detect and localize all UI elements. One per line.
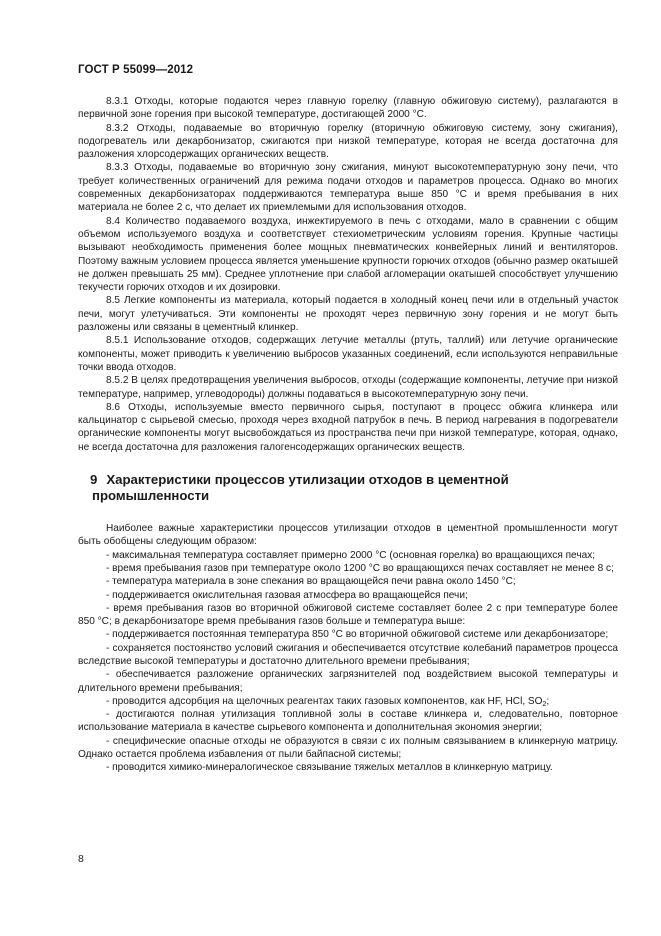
list-item: - время пребывания газов при температуре около 1200 °С во вращающихся печах составляет не менее 8 с; [106, 562, 614, 574]
list-item: - температура материала в зоне спекания во вращающейся печи равна около 1450 °С; [106, 576, 516, 588]
characteristics-list [78, 549, 618, 775]
paragraph-8-3-1: 8.3.1 Отходы, которые подаются через главную горелку (главную обжиговую систему), разлагаются в первичной зоне горения при высокой температуре, достигающей 2000 °С. [78, 96, 618, 121]
list-item: - специфические опасные отходы не образуются в связи с их полным связыванием в клинкерную матрицу. Однако остается проблема избавления от пыли байпасной системы; [78, 735, 618, 761]
paragraph-8-3-2: 8.3.2 Отходы, подаваемые во вторичную горелку (вторичную обжиговую систему, зону сжигания), подогреватель или декарбонизатор, сжигаются при низкой температуре, которая не всегда достаточна для разложения хлорсодержащих органических веществ. [78, 122, 618, 161]
document-header: ГОСТ Р 55099—2012 [78, 64, 194, 76]
section-heading [92, 472, 618, 504]
document-body [78, 95, 618, 775]
list-item: - максимальная температура составляет примерно 2000 °С (основная горелка) во вращающихся печах; [106, 549, 596, 561]
list-item: - время пребывания газов во вторичной обжиговой системе составляет более 2 с при температуре более 850 °С; в декарбонизаторе время пребывания газов больше и температура выше: [78, 602, 618, 628]
list-item: - сохраняется постоянство условий сжигания и обеспечивается отсутствие колебаний параметров процесса вследствие высокой температуры и достаточно длительного времени пребывания; [78, 642, 618, 667]
page-number: 8 [78, 853, 84, 865]
list-item: - проводится химико-минералогическое связывание тяжелых металлов в клинкерную матрицу. [106, 762, 553, 774]
list-item: - поддерживается постоянная температура 850 °С во вторичной обжиговой системе или декарбонизаторе; [106, 629, 609, 641]
paragraph-8-6: 8.6 Отходы, используемые вместо первичного сырья, поступают в процесс обжига клинкера или кальцинатор с сырьевой смесью, проходя через входной патрубок в печь. В период нагревания в подогреватели органические компоненты могут высвобождаться из пространства печи при низкой температуре, которая, однако, не всегда достаточна для разложения галогенсодержащих органических веществ. [78, 401, 618, 453]
so2-subscript: 2 [542, 700, 547, 708]
paragraph-8-5-1: 8.5.1 Использование отходов, содержащих летучие металлы (ртуть, таллий) или летучие органические компоненты, может приводить к увеличению выбросов указанных соединений, если используются неправильные точки ввода отходов. [78, 335, 618, 373]
paragraph-8-3-3: 8.3.3 Отходы, подаваемые во вторичную зону сжигания, минуют высокотемпературную зону печи, что требует количественных ограничений для режима подачи отходов и параметров процесса. Однако во многих современных декарбонизаторах поддерживаются температура выше 850 °С и время пребывания в них материала не более 2 с, что делает их приемлемыми для использования отходов. [78, 162, 618, 214]
section-intro: Наиболее важные характеристики процессов утилизации отходов в цементной промышленности могут быть обобщены следующим образом: [78, 523, 618, 548]
list-item: - достигаются полная утилизация топливной золы в составе клинкера и, следовательно, повторное использование материала в качестве сырьевого компонента и дополнительная экономия энергии; [78, 709, 618, 734]
paragraph-8-4: 8.4 Количество подаваемого воздуха, инжектируемого в печь с отходами, мало в сравнении с общим объемом используемого воздуха и соответствует стехиометрическим условиям горения. Крупные частицы вызывают необходимость применения более мощных пневматических конвейерных линий и вентиляторов. Поэтому важным условием процесса является уменьшение крупности горючих отходов (обычно размер окатышей не должен превышать 25 мм). Среднее уплотнение при слабой агломерации окатышей способствует улучшению текучести горючих отходов и их дозировки. [78, 215, 618, 294]
list-item: - обеспечивается разложение органических загрязнителей под воздействием высокой температуры и длительного времени пребывания; [78, 669, 618, 694]
paragraph-8-5-2: 8.5.2 В целях предотвращения увеличения выбросов, отходы (содержащие компоненты, летучие при низкой температуре, например, углеводороды) должны подаваться в высокотемпературную зону печи. [78, 375, 618, 400]
list-item-suffix: ; [546, 695, 550, 707]
paragraph-8-5: 8.5 Легкие компоненты из материала, который подается в холодный конец печи или в отдельный участок печи, могут улетучиваться. Эти компоненты не проходят через первичную зону горения и не могут быть разложены или связаны в цементный клинкер. [78, 295, 618, 334]
list-item-text: - проводится адсорбция на щелочных реагентах таких газовых компонентов, как HF, HCl, SO [106, 695, 543, 707]
list-item: - поддерживается окислительная газовая атмосфера во вращающейся печи; [106, 589, 468, 601]
list-item [78, 695, 618, 708]
section-number: 9 [90, 472, 98, 488]
section-title: Характеристики процессов утилизации отходов в цементной промышленности [92, 472, 509, 504]
